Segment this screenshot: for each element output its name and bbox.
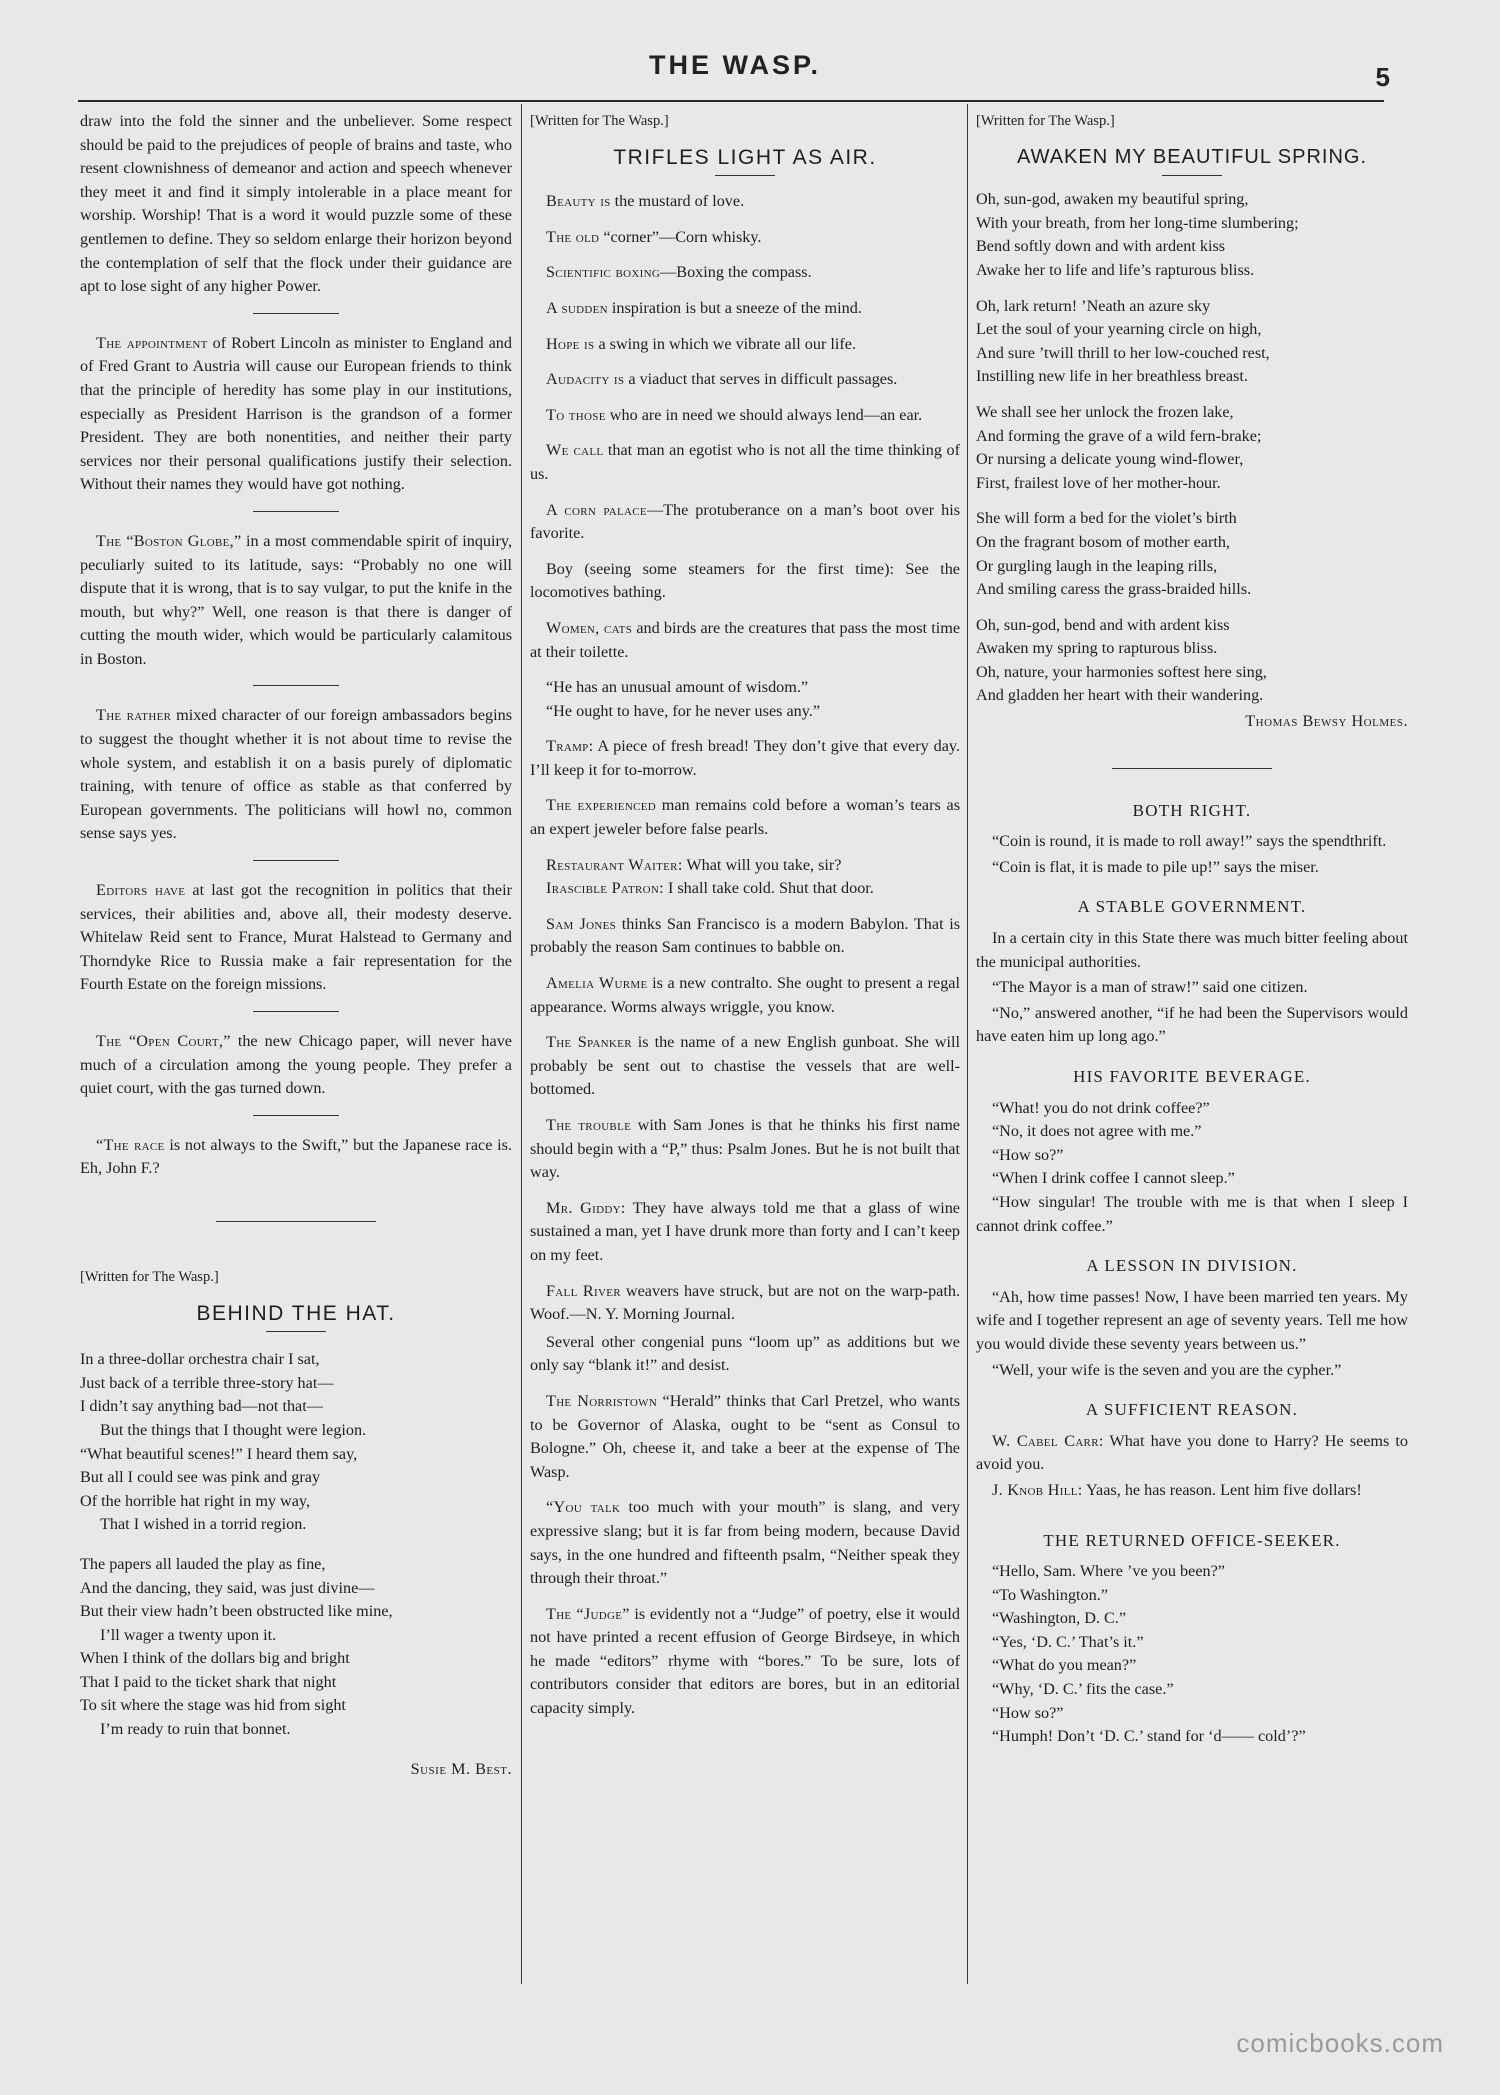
column-rule-2 <box>967 104 968 1984</box>
anecdote-dialog <box>976 1560 1408 1749</box>
poem-stanza <box>976 295 1408 389</box>
poem-line: Awaken my spring to rapturous bliss. <box>976 639 1218 658</box>
poem-line: Oh, lark return! ’Neath an azure sky <box>976 296 1211 315</box>
poem-line: Oh, nature, your harmonies softest here sing, <box>976 662 1267 681</box>
trifle-item: Women, cats and birds are the creatures that pass the most time at their toilette. <box>530 618 960 661</box>
paragraph: Editors have at last got the recognition in politics that their services, their abilities and, above all, their modesty deserve. Whitelaw Reid sent to France, Murat Halstead to Germany and Thorndyke Rice to Russia make a fair representation for the Fourth Estate on the foreign missions. <box>80 881 512 994</box>
trifle-item: Sam Jones thinks San Francisco is a modern Babylon. That is probably the reason Sam continues to babble on. <box>530 914 960 957</box>
anecdote-dialog <box>976 1097 1408 1239</box>
separator-rule <box>253 860 339 861</box>
byline-credit: [Written for The Wasp.] <box>976 113 1115 129</box>
poem-line: And the dancing, they said, was just divine— <box>80 1578 375 1597</box>
poem-stanza <box>80 1348 512 1537</box>
trifle-item: Audacity is a viaduct that serves in difficult passages. <box>546 370 898 389</box>
paragraph: “Well, your wife is the seven and you are the cypher.” <box>992 1360 1342 1379</box>
poem-line: On the fragrant bosom of mother earth, <box>976 532 1230 551</box>
trifle-item: The experienced man remains cold before a woman’s tears as an expert jeweler before false pearls. <box>530 796 960 839</box>
paragraph: “Coin is round, it is made to roll away!” says the spendthrift. <box>992 832 1387 851</box>
paragraph: The rather mixed character of our foreign ambassadors begins to suggest the thought whether it is not about time to revise the whole system, and establish it on a basis purely of diplomatic training, with tenure of office as stable as that conferred by European governments. The politicians will howl no, common sense says yes. <box>80 706 512 843</box>
poem-stanza <box>976 401 1408 495</box>
dialog-line: Irascible Patron: I shall take cold. Shut that door. <box>546 879 874 898</box>
title-rule <box>1162 175 1222 176</box>
paragraph: “Ah, how time passes! Now, I have been married ten years. My wife and I together represent an age of seventy years. Tell me how you would divide these seventy years between us.” <box>976 1287 1408 1353</box>
dialog-line: “What do you mean?” <box>992 1656 1137 1675</box>
trifle-item: A corn palace—The protuberance on a man’s boot over his favorite. <box>530 500 960 543</box>
poem-line: Awake her to life and life’s rapturous bliss. <box>976 260 1255 279</box>
trifle-dialog <box>530 854 960 901</box>
trifle-item: Fall River weavers have struck, but are not on the warp-path. Woof.—N. Y. Morning Journal. <box>530 1281 960 1324</box>
trifle-item: The old “corner”—Corn whisky. <box>546 227 762 246</box>
anecdote-title: A SUFFICIENT REASON. <box>1085 1400 1299 1420</box>
separator-rule <box>253 511 339 512</box>
poem-line: Just back of a terrible three-story hat— <box>80 1373 334 1392</box>
poem-line: To sit where the stage was hid from sight <box>80 1696 346 1715</box>
byline-credit: [Written for The Wasp.] <box>530 113 669 129</box>
poem-line: I’ll wager a twenty upon it. <box>100 1625 277 1644</box>
poem-stanza <box>976 507 1408 601</box>
column-2 <box>530 110 960 1990</box>
poem-line: First, frailest love of her mother-hour. <box>976 473 1221 492</box>
dialog-line: “What! you do not drink coffee?” <box>992 1098 1210 1117</box>
dialog-line: “No, it does not agree with me.” <box>992 1122 1202 1141</box>
page-number: 5 <box>1375 62 1390 92</box>
byline-credit: [Written for The Wasp.] <box>80 1268 219 1285</box>
poem-line: She will form a bed for the violet’s birth <box>976 509 1237 528</box>
trifle-item: The trouble with Sam Jones is that he thinks his first name should begin with a “P,” thus: Psalm Jones. But he is not built that way. <box>530 1116 960 1182</box>
site-watermark: comicbooks.com <box>1236 2028 1444 2058</box>
poem-line: Or gurgling laugh in the leaping rills, <box>976 556 1218 575</box>
trifle-item: The Norristown “Herald” thinks that Carl Pretzel, who wants to be Governor of Alaska, ought to be “sent as Consul to Bologne.” Oh, cheese it, and take a beer at the expense of The Wasp. <box>530 1391 960 1481</box>
dialog-line: “How singular! The trouble with me is that when I sleep I cannot drink coffee.” <box>976 1192 1408 1235</box>
dialog-line: “Hello, Sam. Where ’ve you been?” <box>992 1562 1225 1581</box>
poem-line: We shall see her unlock the frozen lake, <box>976 402 1234 421</box>
dialog-line: “He has an unusual amount of wisdom.” <box>546 678 809 697</box>
poem-line: Oh, sun-god, bend and with ardent kiss <box>976 615 1230 634</box>
paragraph: The appointment of Robert Lincoln as minister to England and of Fred Grant to Austria will cause our European friends to think that the principle of heredity has some play in our institutions, especially as President Harrison is the grandson of a former President. They are both nonentities, and neither their party services nor their personal qualifications justify their selection. Without their names they would have got nothing. <box>80 333 512 494</box>
trifle-item: A sudden inspiration is but a sneeze of the mind. <box>546 298 862 317</box>
trifle-item: We call that man an egotist who is not all the time thinking of us. <box>530 441 960 483</box>
column-3 <box>976 110 1408 1990</box>
poem-line: That I wished in a torrid region. <box>100 1515 307 1534</box>
trifle-item: The Spanker is the name of a new English gunboat. She will probably be sent out to chastise the vessels that are well-bottomed. <box>530 1033 960 1099</box>
poem-line: And sure ’twill thrill to her low-couched rest, <box>976 343 1270 362</box>
poem-line: But their view hadn’t been obstructed like mine, <box>80 1602 393 1621</box>
dialog-line: “He ought to have, for he never uses any.” <box>546 701 821 720</box>
paragraph: “The Mayor is a man of straw!” said one citizen. <box>992 978 1308 997</box>
separator-rule <box>253 313 339 314</box>
poem-line: The papers all lauded the play as fine, <box>80 1554 326 1573</box>
paragraph: “No,” answered another, “if he had been the Supervisors would have eaten him up long ago.” <box>976 1003 1408 1046</box>
trifle-item: “You talk too much with your mouth” is slang, and very expressive slang; but it is far from being modern, because David says, in the one hundred and fifteenth psalm, “Neither speak they through their throat.” <box>530 1498 960 1588</box>
trifle-item: Beauty is the mustard of love. <box>546 192 745 211</box>
trifle-item: The “Judge” is evidently not a “Judge” of poetry, else it would not have printed a recent effusion of George Birdseye, in which he made “editors” rhyme with “bores.” To be sure, lots of contributors consider that editors are bores, but in an editorial capacity simply. <box>530 1604 960 1718</box>
dialog-line: “Humph! Don’t ‘D. C.’ stand for ‘d—— cold’?” <box>992 1727 1306 1746</box>
poem-line: But the things that I thought were legion. <box>100 1420 367 1439</box>
poem-line: I didn’t say anything bad—not that— <box>80 1397 323 1416</box>
poem-line: I’m ready to ruin that bonnet. <box>100 1720 291 1739</box>
dialog-line: “How so?” <box>992 1703 1064 1722</box>
header-rule <box>78 100 1384 102</box>
anecdote-title: A LESSON IN DIVISION. <box>1086 1256 1298 1276</box>
poem-line: Let the soul of your yearning circle on high, <box>976 320 1262 339</box>
dialog-line: “How so?” <box>992 1145 1064 1164</box>
trifle-item: Scientific boxing—Boxing the compass. <box>546 263 812 282</box>
poem-stanza <box>80 1553 512 1742</box>
poem-line: Oh, sun-god, awaken my beautiful spring, <box>976 190 1249 209</box>
poem-line: When I think of the dollars big and bright <box>80 1649 350 1668</box>
masthead-title: THE WASP. <box>648 50 822 80</box>
poem-line: Bend softly down and with ardent kiss <box>976 237 1226 256</box>
section-title: TRIFLES LIGHT AS AIR. <box>613 145 877 169</box>
anecdote-title: BOTH RIGHT. <box>1132 800 1252 820</box>
separator-rule <box>253 1011 339 1012</box>
column-1 <box>80 110 512 1990</box>
poem-line: In a three-dollar orchestra chair I sat, <box>80 1350 320 1369</box>
trifle-item: Boy (seeing some steamers for the first time): See the locomotives bathing. <box>530 559 960 602</box>
paragraph: W. Cabel Carr: What have you done to Harry? He seems to avoid you. <box>976 1431 1408 1474</box>
separator-rule <box>253 685 339 686</box>
poem-line: With your breath, from her long-time slumbering; <box>976 213 1299 232</box>
poem-line: But all I could see was pink and gray <box>80 1468 321 1487</box>
anecdote-title: A STABLE GOVERNMENT. <box>1077 897 1307 917</box>
dialog-line: “To Washington.” <box>992 1585 1108 1604</box>
section-rule <box>1112 768 1272 769</box>
poem-stanza <box>976 614 1408 708</box>
anecdote-title: THE RETURNED OFFICE-SEEKER. <box>1043 1530 1341 1550</box>
paragraph: The “Open Court,” the new Chicago paper, will never have much of a circulation among the young people. They prefer a quiet court, with the gas turned down. <box>80 1032 512 1098</box>
trifle-item: Several other congenial puns “loom up” as additions but we only say “blank it!” and desist. <box>530 1332 960 1375</box>
poem-title: AWAKEN MY BEAUTIFUL SPRING. <box>1016 145 1368 168</box>
poem-line: Instilling new life in her breathless breast. <box>976 367 1248 386</box>
section-rule <box>216 1221 376 1222</box>
paragraph: draw into the fold the sinner and the unbeliever. Some respect should be paid to the prejudices of people of brains and taste, who resent clownishness of demeanor and action and speech whenever they meet it and find it simply intolerable in a place meant for worship. Worship! That is a word it would puzzle some of these gentlemen to define. They so seldom enlarge their horizon beyond the contemplation of self that the flock under their guidance are apt to lose sight of any higher Power. <box>80 112 512 296</box>
paragraph: J. Knob Hill: Yaas, he has reason. Lent him five dollars! <box>992 1480 1362 1499</box>
dialog-line: Restaurant Waiter: What will you take, sir? <box>546 855 842 874</box>
paragraph: “The race is not always to the Swift,” but the Japanese race is. Eh, John F.? <box>80 1135 512 1178</box>
poem-line: Or nursing a delicate young wind-flower, <box>976 450 1244 469</box>
poem-line: Of the horrible hat right in my way, <box>80 1491 311 1510</box>
poem-line: And gladden her heart with their wandering. <box>976 686 1264 705</box>
trifle-item: Hope is a swing in which we vibrate all our life. <box>546 334 857 353</box>
dialog-line: “When I drink coffee I cannot sleep.” <box>992 1169 1235 1188</box>
paragraph: “Coin is flat, it is made to pile up!” says the miser. <box>992 857 1319 876</box>
title-rule <box>266 1331 326 1332</box>
poem-title: BEHIND THE HAT. <box>196 1301 396 1325</box>
trifle-item: To those who are in need we should always lend—an ear. <box>546 405 923 424</box>
trifle-item: Mr. Giddy: They have always told me that a glass of wine sustained a man, yet I have drunk more than forty and I can’t keep on my feet. <box>530 1198 960 1264</box>
poem-line: “What beautiful scenes!” I heard them say, <box>80 1444 358 1463</box>
poem-line: And forming the grave of a wild fern-brake; <box>976 426 1262 445</box>
poem-author: Thomas Bewsy Holmes. <box>1245 712 1408 731</box>
poem-line: And smiling caress the grass-braided hills. <box>976 580 1252 599</box>
paragraph: The “Boston Globe,” in a most commendable spirit of inquiry, peculiarly suited to its latitude, says: “Probably no one will dispute that it is wrong, that is to say vulgar, to put the knife in the mouth, but why?” Well, one reason is that there is danger of cutting the mouth wider, which would be particularly calamitous in Boston. <box>80 531 512 668</box>
poem-line: That I paid to the ticket shark that night <box>80 1672 337 1691</box>
trifle-item: Tramp: A piece of fresh bread! They don’t give that every day. I’ll keep it for to-morrow. <box>530 737 960 779</box>
dialog-line: “Yes, ‘D. C.’ That’s it.” <box>992 1632 1144 1651</box>
column-rule-1 <box>521 104 522 1984</box>
title-rule <box>715 175 775 176</box>
dialog-line: “Washington, D. C.” <box>992 1609 1127 1628</box>
separator-rule <box>253 1115 339 1116</box>
paragraph: In a certain city in this State there was much bitter feeling about the municipal authorities. <box>976 929 1408 971</box>
anecdote-title: HIS FAVORITE BEVERAGE. <box>1073 1067 1311 1086</box>
dialog-line: “Why, ‘D. C.’ fits the case.” <box>992 1680 1174 1699</box>
trifle-dialog <box>530 676 960 723</box>
poem-author: Susie M. Best. <box>410 1759 512 1778</box>
poem-stanza <box>976 188 1408 282</box>
trifle-item: Amelia Wurme is a new contralto. She ought to present a regal appearance. Worms always wriggle, you know. <box>530 974 960 1016</box>
